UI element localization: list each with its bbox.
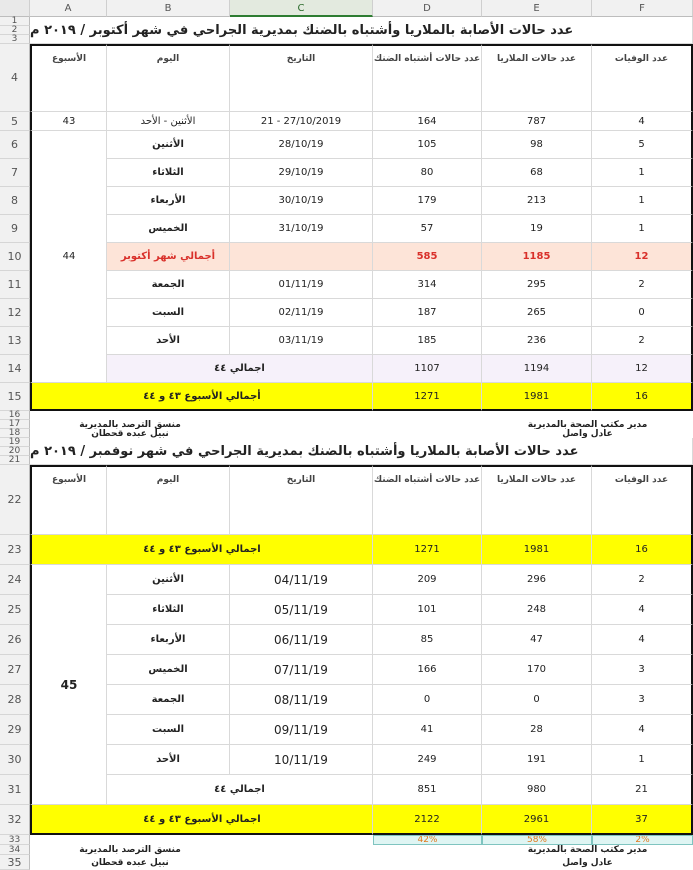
row-header-20[interactable]: 20 [0, 447, 30, 456]
row-header-23[interactable]: 23 [0, 535, 30, 565]
oct-week43-malaria[interactable]: 787 [482, 112, 592, 131]
nov-row-date[interactable]: 08/11/19 [230, 685, 373, 715]
nov-header-day[interactable]: اليوم [107, 465, 230, 535]
oct-row-day[interactable]: الخميس [107, 215, 230, 243]
oct-row-deaths[interactable]: 0 [592, 299, 693, 327]
november-title[interactable]: عدد حالات الأصابة بالملاريا وأشتباه بالضنك بمديرية الجراحي في شهر نوفمبر / ٢٠١٩ م [30, 438, 693, 465]
oct-row-deaths[interactable]: 2 [592, 327, 693, 355]
column-header-a[interactable]: A [30, 0, 107, 17]
nov-row-deaths[interactable]: 3 [592, 655, 693, 685]
row-header-5[interactable]: 5 [0, 112, 30, 131]
nov-row-malaria[interactable]: 170 [482, 655, 592, 685]
row-header-2[interactable]: 2 [0, 26, 30, 35]
nov-row-malaria[interactable]: 0 [482, 685, 592, 715]
nov-row-date[interactable]: 05/11/19 [230, 595, 373, 625]
nov-row-malaria[interactable]: 47 [482, 625, 592, 655]
oct-header-dengue[interactable]: عدد حالات أشتباه الضنك [373, 44, 482, 112]
oct-row-date[interactable] [230, 243, 373, 271]
nov-total4344-dengue[interactable]: 2122 [373, 805, 482, 835]
oct-week43-week[interactable]: 43 [30, 112, 107, 131]
row-header-7[interactable]: 7 [0, 159, 30, 187]
oct-row-deaths[interactable]: 1 [592, 159, 693, 187]
oct-total4344-label[interactable]: أجمالي الأسبوع ٤٣ و ٤٤ [30, 383, 373, 411]
row-header-6[interactable]: 6 [0, 131, 30, 159]
row-header-4[interactable]: 4 [0, 44, 30, 112]
oct-total44-deaths[interactable]: 12 [592, 355, 693, 383]
nov-row-day[interactable]: الخميس [107, 655, 230, 685]
nov-row-malaria[interactable]: 248 [482, 595, 592, 625]
row-header-1[interactable]: 1 [0, 17, 30, 26]
row-header-30[interactable]: 30 [0, 745, 30, 775]
nov-total4344-malaria[interactable]: 2961 [482, 805, 592, 835]
row-header-11[interactable]: 11 [0, 271, 30, 299]
oct-header-date[interactable]: التاريخ [230, 44, 373, 112]
nov-week45-label[interactable]: 45 [30, 565, 107, 805]
oct-header-malaria[interactable]: عدد حالات الملاريا [482, 44, 592, 112]
nov-row-malaria[interactable]: 191 [482, 745, 592, 775]
row-header-3[interactable]: 3 [0, 35, 30, 44]
nov-total4344-label[interactable]: اجمالي الأسبوع ٤٣ و ٤٤ [30, 805, 373, 835]
row-header-13[interactable]: 13 [0, 327, 30, 355]
oct-row-deaths[interactable]: 12 [592, 243, 693, 271]
nov-row-day[interactable]: الأحد [107, 745, 230, 775]
nov-header-week[interactable]: الأسبوع [30, 465, 107, 535]
row-header-22[interactable]: 22 [0, 465, 30, 535]
nov-carry-label[interactable]: اجمالي الأسبوع ٤٣ و ٤٤ [30, 535, 373, 565]
row-header-18[interactable]: 18 [0, 429, 30, 438]
row-header-25[interactable]: 25 [0, 595, 30, 625]
sig1-left-name[interactable]: نبيل عبده قحطان [91, 429, 169, 438]
oct-row-dengue[interactable]: 105 [373, 131, 482, 159]
nov-row-date[interactable]: 07/11/19 [230, 655, 373, 685]
row-header-34[interactable]: 34 [0, 845, 30, 855]
oct-row-malaria[interactable]: 98 [482, 131, 592, 159]
select-all-corner[interactable] [0, 0, 30, 17]
row-header-17[interactable]: 17 [0, 420, 30, 429]
oct-week43-day[interactable]: الأثنين - الأحد [107, 112, 230, 131]
oct-week43-date[interactable]: 21 - 27/10/2019 [230, 112, 373, 131]
oct-row-dengue[interactable]: 187 [373, 299, 482, 327]
oct-row-day[interactable]: الثلاثاء [107, 159, 230, 187]
nov-percent-dengue[interactable]: 42% [373, 835, 482, 845]
oct-week43-dengue[interactable]: 164 [373, 112, 482, 131]
oct-row-date[interactable]: 29/10/19 [230, 159, 373, 187]
column-header-c[interactable]: C [230, 0, 373, 17]
nov-total4344-deaths[interactable]: 37 [592, 805, 693, 835]
nov-carry-dengue[interactable]: 1271 [373, 535, 482, 565]
nov-row-dengue[interactable]: 166 [373, 655, 482, 685]
row-header-31[interactable]: 31 [0, 775, 30, 805]
oct-total4344-malaria[interactable]: 1981 [482, 383, 592, 411]
oct-header-deaths[interactable]: عدد الوفيات [592, 44, 693, 112]
nov-row-day[interactable]: الأثنين [107, 565, 230, 595]
sig2-left-name[interactable]: نبيل عبده قحطان [91, 857, 169, 868]
oct-row-date[interactable]: 31/10/19 [230, 215, 373, 243]
sig2-right-name[interactable]: عادل واصل [562, 857, 613, 868]
row-header-32[interactable]: 32 [0, 805, 30, 835]
oct-row-malaria[interactable]: 19 [482, 215, 592, 243]
nov-header-malaria[interactable]: عدد حالات الملاريا [482, 465, 592, 535]
oct-row-deaths[interactable]: 5 [592, 131, 693, 159]
oct-row-deaths[interactable]: 1 [592, 187, 693, 215]
column-header-b[interactable]: B [107, 0, 230, 17]
nov-row-date[interactable]: 10/11/19 [230, 745, 373, 775]
row-header-9[interactable]: 9 [0, 215, 30, 243]
row-header-14[interactable]: 14 [0, 355, 30, 383]
oct-week43-deaths[interactable]: 4 [592, 112, 693, 131]
oct-row-dengue[interactable]: 314 [373, 271, 482, 299]
nov-percent-deaths[interactable]: 2% [592, 835, 693, 845]
oct-row-date[interactable]: 28/10/19 [230, 131, 373, 159]
oct-total44-dengue[interactable]: 1107 [373, 355, 482, 383]
nov-carry-malaria[interactable]: 1981 [482, 535, 592, 565]
row-header-10[interactable]: 10 [0, 243, 30, 271]
oct-week44-label[interactable]: 44 [30, 131, 107, 383]
row-header-29[interactable]: 29 [0, 715, 30, 745]
column-header-d[interactable]: D [373, 0, 482, 17]
nov-row-deaths[interactable]: 4 [592, 595, 693, 625]
row-header-12[interactable]: 12 [0, 299, 30, 327]
nov-row-day[interactable]: الثلاثاء [107, 595, 230, 625]
column-header-f[interactable]: F [592, 0, 693, 17]
row-header-24[interactable]: 24 [0, 565, 30, 595]
oct-row-deaths[interactable]: 1 [592, 215, 693, 243]
october-title[interactable]: عدد حالات الأصابة بالملاريا وأشتباه بالضنك بمديرية الجراحي في شهر أكتوبر / ٢٠١٩ م [30, 17, 693, 44]
nov-row-date[interactable]: 06/11/19 [230, 625, 373, 655]
nov-row-day[interactable]: الأربعاء [107, 625, 230, 655]
row-header-35[interactable]: 35 [0, 855, 30, 870]
nov-row-day[interactable]: الجمعة [107, 685, 230, 715]
oct-row-day[interactable]: الأثنين [107, 131, 230, 159]
oct-row-dengue[interactable]: 185 [373, 327, 482, 355]
nov-row-date[interactable]: 09/11/19 [230, 715, 373, 745]
oct-row-deaths[interactable]: 2 [592, 271, 693, 299]
sig2-right-title[interactable]: مدير مكتب الصحة بالمديرية [527, 845, 648, 855]
sig1-right-name[interactable]: عادل واصل [562, 429, 613, 438]
oct-total4344-dengue[interactable]: 1271 [373, 383, 482, 411]
nov-row-dengue[interactable]: 101 [373, 595, 482, 625]
oct-row-date[interactable]: 30/10/19 [230, 187, 373, 215]
nov-row-deaths[interactable]: 3 [592, 685, 693, 715]
oct-total4344-deaths[interactable]: 16 [592, 383, 693, 411]
oct-row-day[interactable]: الأحد [107, 327, 230, 355]
nov-row-dengue[interactable]: 0 [373, 685, 482, 715]
nov-total45-label[interactable]: اجمالي ٤٤ [107, 775, 373, 805]
oct-header-day[interactable]: اليوم [107, 44, 230, 112]
nov-percent-malaria[interactable]: 58% [482, 835, 592, 845]
nov-row-malaria[interactable]: 28 [482, 715, 592, 745]
oct-total44-malaria[interactable]: 1194 [482, 355, 592, 383]
sig1-right-title[interactable]: مدير مكتب الصحة بالمديرية [527, 420, 648, 429]
oct-row-dengue[interactable]: 80 [373, 159, 482, 187]
oct-row-malaria[interactable]: 213 [482, 187, 592, 215]
nov-total45-deaths[interactable]: 21 [592, 775, 693, 805]
row-header-19[interactable]: 19 [0, 438, 30, 447]
row-header-21[interactable]: 21 [0, 456, 30, 465]
oct-total44-label[interactable]: اجمالي ٤٤ [107, 355, 373, 383]
oct-row-malaria[interactable]: 265 [482, 299, 592, 327]
row-header-28[interactable]: 28 [0, 685, 30, 715]
nov-carry-deaths[interactable]: 16 [592, 535, 693, 565]
nov-row-deaths[interactable]: 1 [592, 745, 693, 775]
nov-row-malaria[interactable]: 296 [482, 565, 592, 595]
row-header-27[interactable]: 27 [0, 655, 30, 685]
oct-row-malaria[interactable]: 1185 [482, 243, 592, 271]
sig2-left-title[interactable]: منسق الترصد بالمديرية [79, 845, 181, 855]
oct-row-malaria[interactable]: 236 [482, 327, 592, 355]
nov-header-deaths[interactable]: عدد الوفيات [592, 465, 693, 535]
row-header-15[interactable]: 15 [0, 383, 30, 411]
oct-row-dengue[interactable]: 57 [373, 215, 482, 243]
oct-row-day[interactable]: الأربعاء [107, 187, 230, 215]
nov-row-dengue[interactable]: 249 [373, 745, 482, 775]
oct-row-malaria[interactable]: 295 [482, 271, 592, 299]
oct-row-day[interactable]: السبت [107, 299, 230, 327]
oct-row-day[interactable]: أجمالي شهر أكتوبر [107, 243, 230, 271]
nov-row-day[interactable]: السبت [107, 715, 230, 745]
nov-total45-malaria[interactable]: 980 [482, 775, 592, 805]
nov-header-dengue[interactable]: عدد حالات أشتباه الضنك [373, 465, 482, 535]
oct-header-week[interactable]: الأسبوع [30, 44, 107, 112]
row-header-33[interactable]: 33 [0, 835, 30, 845]
nov-row-date[interactable]: 04/11/19 [230, 565, 373, 595]
oct-row-malaria[interactable]: 68 [482, 159, 592, 187]
oct-row-date[interactable]: 02/11/19 [230, 299, 373, 327]
oct-row-date[interactable]: 01/11/19 [230, 271, 373, 299]
column-header-e[interactable]: E [482, 0, 592, 17]
nov-row-dengue[interactable]: 41 [373, 715, 482, 745]
oct-row-dengue[interactable]: 179 [373, 187, 482, 215]
nov-row-dengue[interactable]: 85 [373, 625, 482, 655]
sig1-left-title[interactable]: منسق الترصد بالمديرية [79, 420, 181, 429]
nov-header-date[interactable]: التاريخ [230, 465, 373, 535]
oct-row-day[interactable]: الجمعة [107, 271, 230, 299]
nov-row-deaths[interactable]: 2 [592, 565, 693, 595]
oct-row-date[interactable]: 03/11/19 [230, 327, 373, 355]
nov-row-deaths[interactable]: 4 [592, 715, 693, 745]
nov-row-dengue[interactable]: 209 [373, 565, 482, 595]
row-header-16[interactable]: 16 [0, 411, 30, 420]
nov-total45-dengue[interactable]: 851 [373, 775, 482, 805]
oct-row-dengue[interactable]: 585 [373, 243, 482, 271]
row-header-26[interactable]: 26 [0, 625, 30, 655]
row-header-8[interactable]: 8 [0, 187, 30, 215]
nov-row-deaths[interactable]: 4 [592, 625, 693, 655]
